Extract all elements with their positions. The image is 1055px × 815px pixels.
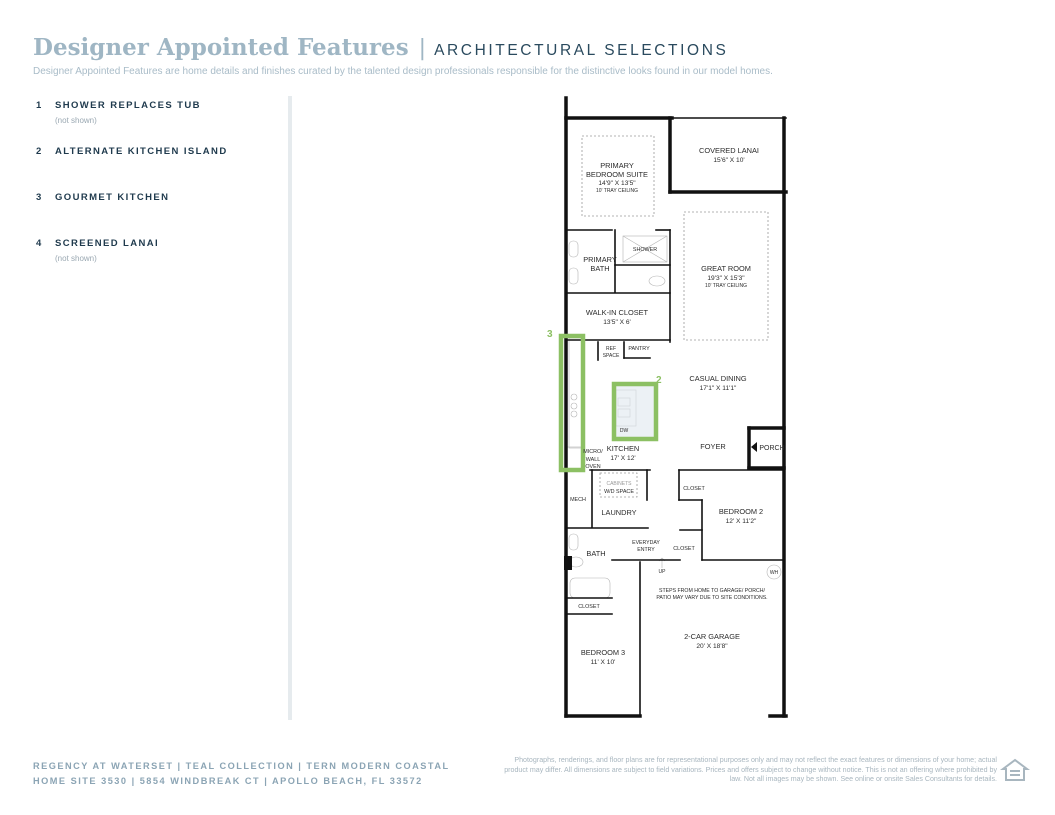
room-dimensions: 20' X 18'8" (696, 643, 728, 650)
sink-icon (569, 241, 578, 257)
callout-number: 3 (547, 329, 553, 340)
room-label: CASUAL DINING (689, 374, 747, 383)
room-label: ENTRY (637, 547, 655, 553)
closet-label: CLOSET (673, 546, 695, 552)
legal-disclaimer: Photographs, renderings, and floor plans are for representational purposes only and may not reflect the exact features or dimensions of your home; actual product may differ. All dimensions are subject to field variations. Prices and offers subject to change without notice. This is not an offering where prohibited by law. Not all images may be shown. See online or onsite Sales Consultants for details. (504, 756, 997, 784)
room-label: BATH (586, 549, 606, 558)
appliance-label: MICRO/ (583, 449, 603, 455)
room-label: MECH (570, 497, 586, 503)
dishwasher-label: DW (619, 428, 629, 434)
room-note: 10' TRAY CEILING (704, 283, 748, 289)
feature-list (36, 100, 276, 284)
callout-number: 2 (656, 375, 662, 386)
appliance-label: WALL (585, 457, 601, 463)
feature-item (36, 238, 276, 284)
feature-note: (not shown) (55, 116, 97, 125)
room-dimensions: 19'3" X 15'3" (707, 275, 745, 282)
garage-note: STEPS FROM HOME TO GARAGE/ PORCH/ (659, 588, 765, 594)
title-row (33, 34, 1033, 61)
feature-label: SHOWER REPLACES TUB (55, 100, 201, 111)
closet-label: CLOSET (578, 604, 600, 610)
feature-item (36, 192, 276, 238)
room-dimensions: 15'6" X 10' (713, 157, 745, 164)
address-line: HOME SITE 3530 | 5854 WINDBREAK CT | APOLLO BEACH, FL 33572 (33, 776, 423, 786)
feature-label: GOURMET KITCHEN (55, 192, 170, 203)
feature-item (36, 146, 276, 192)
entry-arrow-icon (751, 442, 757, 452)
page-title: Designer Appointed Features (33, 34, 409, 61)
room-label: BEDROOM 2 (718, 507, 764, 516)
bathtub (570, 578, 610, 598)
ref-space-label: REF (606, 346, 616, 352)
room-dimensions: 12' X 11'2" (725, 518, 757, 525)
ref-space-label: SPACE (602, 353, 620, 359)
feature-label: SCREENED LANAI (55, 238, 160, 249)
feature-note: (not shown) (55, 254, 97, 263)
floor-plan (547, 96, 797, 721)
sink-icon (569, 268, 578, 284)
toilet-icon (649, 276, 665, 286)
sink-icon (569, 534, 578, 550)
title-separator: | (418, 36, 427, 61)
room-label: PRIMARY (600, 161, 634, 170)
cabinets-label: CABINETS (606, 481, 632, 487)
pantry-label: PANTRY (628, 346, 650, 352)
room-label: BATH (590, 264, 610, 273)
room-dimensions: 13'5" X 6' (603, 319, 631, 326)
burner-icon (571, 403, 577, 409)
room-label: COVERED LANAI (699, 146, 759, 155)
vertical-divider (288, 96, 292, 720)
page-header (33, 34, 1033, 61)
feature-number: 4 (36, 238, 43, 249)
wd-space-label: W/D SPACE (604, 489, 634, 495)
room-label: WALK-IN CLOSET (585, 308, 649, 317)
room-dimensions: 11' X 10' (590, 659, 616, 666)
community-line: REGENCY AT WATERSET | TEAL COLLECTION | TERN MODERN COASTAL (33, 761, 450, 771)
room-label: GREAT ROOM (701, 264, 751, 273)
room-label: EVERYDAY (632, 540, 660, 546)
burner-icon (571, 411, 577, 417)
community-info (33, 759, 450, 789)
room-label: LAUNDRY (601, 508, 637, 517)
feature-number: 1 (36, 100, 43, 111)
equal-housing-opportunity-icon (1002, 758, 1028, 784)
room-dimensions: 17'1" X 11'1" (699, 385, 737, 392)
room-label: BEDROOM 3 (580, 648, 626, 657)
room-label: KITCHEN (606, 444, 640, 453)
room-label: FOYER (700, 442, 726, 451)
feature-label: ALTERNATE KITCHEN ISLAND (55, 146, 228, 157)
room-label: BEDROOM SUITE (585, 170, 649, 179)
feature-number: 3 (36, 192, 43, 203)
feature-number: 2 (36, 146, 43, 157)
room-label: PRIMARY (583, 255, 617, 264)
room-dimensions: 14'9" X 13'5" (598, 180, 636, 187)
shower-label: SHOWER (632, 247, 658, 253)
burner-icon (571, 394, 577, 400)
closet-label: CLOSET (683, 486, 705, 492)
stairs-label: UP (658, 569, 666, 575)
wall-block (564, 556, 572, 570)
feature-item (36, 100, 276, 146)
room-label: PORCH (759, 445, 785, 452)
page-subtitle: ARCHITECTURAL SELECTIONS (434, 42, 729, 59)
room-note: 10' TRAY CEILING (595, 188, 639, 194)
appliance-label: OVEN (585, 464, 601, 470)
intro-text: Designer Appointed Features are home details and finishes curated by the talented design professionals responsible for the distinctive looks found in our model homes. (33, 66, 773, 77)
garage-note: PATIO MAY VARY DUE TO SITE CONDITIONS. (656, 595, 768, 601)
room-label: 2-CAR GARAGE (684, 632, 740, 641)
water-heater-label: WH (769, 570, 779, 576)
room-dimensions: 17' X 12' (610, 455, 636, 462)
